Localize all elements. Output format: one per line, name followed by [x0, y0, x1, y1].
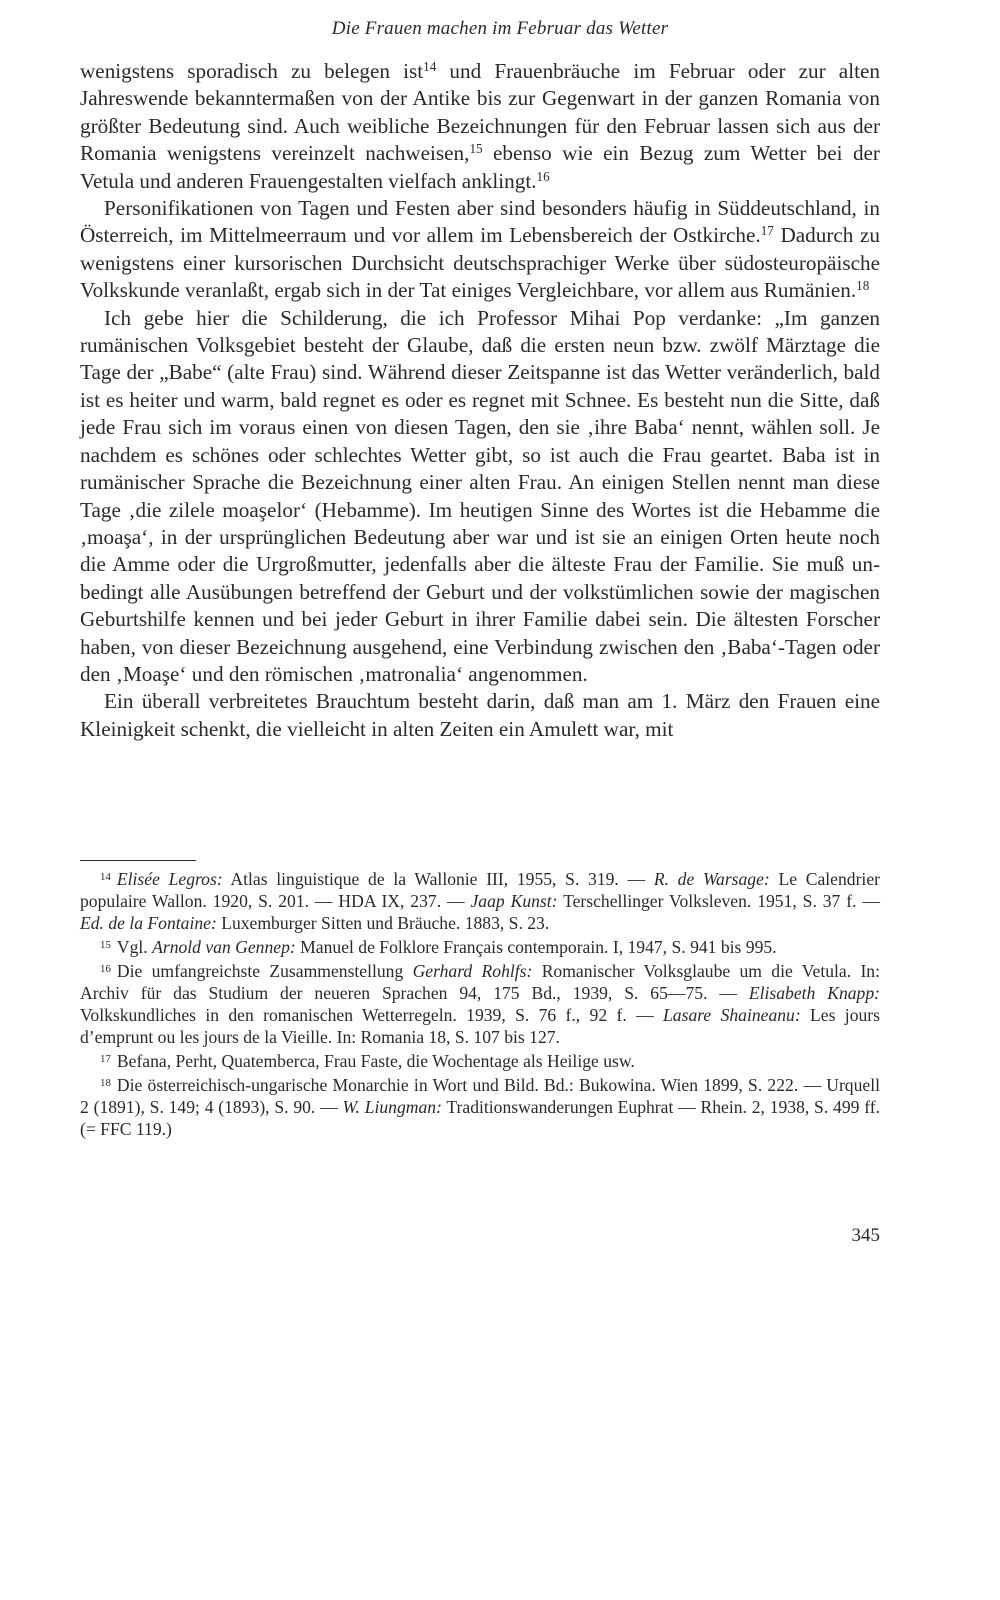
paragraph-4: Ein überall verbreitetes Brauchtum besteht darin, daß man am 1. März den Frauen eine Kleinigkeit schenkt, die vielleicht in alten Zeiten ein Amulett war, mit [80, 689, 880, 741]
footnote-text: Volkskundliches in den romanischen Wetterregeln. 1939, S. 76 f., 92 f. — [80, 1005, 664, 1025]
footnote-text: Les jours d’emprunt ou les jours de la Vieille. In: Romania 18, S. 107 bis 127. [80, 1005, 880, 1047]
footnote-17 [80, 1050, 880, 1072]
main-text [80, 58, 880, 743]
footnote-ref-16: 16 [536, 168, 550, 184]
footnote-ref-15: 15 [469, 141, 483, 156]
footnote-number: 15 [100, 939, 111, 952]
footnote-author: Lasare Shaineanu: [663, 1005, 801, 1025]
footnote-author: Arnold van Gennep: [152, 937, 296, 957]
footnote-author: Gerhard Rohlfs: [412, 961, 533, 981]
footnote-text: Vgl. [116, 937, 153, 957]
footnote-text: Traditionswanderungen Euphrat — Rhein. 2, 1938, S. 499 ff. (= FFC 119.) [80, 1097, 880, 1139]
footnote-number: 16 [100, 963, 111, 976]
footnote-text: Terschellinger Volksleven. 1951, S. 37 f. — [557, 891, 880, 911]
footnote-text: Befana, Perht, Quatemberca, Frau Faste, die Wochentage als Heilige usw. [116, 1051, 635, 1071]
footnote-text: Romanischer Volksglaube um die Vetula. In: Archiv für das Studium der neueren Sprachen 94, 175 Bd., 1939, S. 65—75. — [80, 961, 880, 1003]
footnote-number: 17 [100, 1053, 111, 1066]
paragraph-1-text-c: ebenso wie ein Bezug zum Wetter bei der Vetula und anderen Frauengestalten vielfach anklingt. [80, 141, 880, 193]
footnote-divider [80, 860, 196, 861]
footnote-text: Le Calendrier populaire Wallon. 1920, S. 201. — HDA IX, 237. — [80, 869, 880, 911]
paragraph-2-text-b: Dadurch zu wenigstens einer kursorischen Durchsicht deutschsprachiger Werke über südosteuropäische Volkskunde veranlaßt, ergab sich in der Tat einiges Vergleichbare, vor allem aus Rumänien. [80, 223, 880, 303]
footnote-text: Luxemburger Sitten und Bräuche. 1883, S. 23. [216, 913, 550, 933]
footnote-text: Die umfangreichste Zusammenstellung [116, 961, 413, 981]
footnote-text: Die österreichisch-ungarische Monarchie in Wort und Bild. Bd.: Bukowina. Wien 1899, S. 222. — Urquell 2 (1891), S. 149; 4 (1893), S. 90. — [80, 1075, 880, 1117]
paragraph-2-text-a: Personifikationen von Tagen und Festen aber sind besonders häufig in Süddeutschland, in Österreich, im Mittelmeerraum und vor allem im Lebensbereich der Ostkirche. [80, 196, 880, 248]
footnote-ref-18: 18 [856, 278, 870, 294]
footnote-author: Elisée Legros: [116, 869, 223, 889]
footnote-ref-17: 17 [760, 223, 774, 239]
paragraph-3: Ich gebe hier die Schilderung, die ich Professor Mihai Pop verdanke: „Im ganzen rumänischen Volksgebiet besteht der Glaube, daß die ersten neun bzw. zwölf Märztage die Tage der „Babe“ (alte Frau) sind. Während dieser Zeitspanne ist das Wetter veränderlich, bald ist es heiter und warm, bald regnet es oder es regnet mit Schnee. Es besteht nun die Sitte, daß jede Frau sich im voraus einen von diesen Tagen, den sie ‚ihre Baba‘ nennt, wählen soll. Je nachdem es schönes oder schlechtes Wetter gibt, so ist auch die Frau geartet. Baba ist in rumänischer Sprache die Bezeichnung einer alten Frau. An einigen Stellen nennt man diese Tage ‚die zilele moaşelor‘ (Hebamme). Im heutigen Sinne des Wortes ist die Hebamme die ‚moaşa‘, in der ursprünglichen Bedeutung aber war und ist sie an einigen Orten heute noch die Amme oder die Urgroßmutter, jedenfalls aber die älteste Frau der Familie. Sie muß unbedingt alle Ausübungen betreffend der Geburt und der volkstümlichen sowie der magischen Geburtshilfe kennen und bei jeder Geburt in ihrer Familie dabei sein. Die ältesten Forscher haben, von dieser Bezeichnung ausgehend, eine Verbindung zwischen den ‚Baba‘-Tagen oder den ‚Moaşe‘ und den römischen ‚matronalia‘ angenommen. [80, 305, 880, 686]
footnote-author: R. de Warsage: [653, 869, 770, 889]
footnotes [80, 868, 880, 1142]
footnote-16 [80, 960, 880, 1048]
footnote-number: 14 [100, 871, 111, 884]
footnote-author: Elisabeth Knapp: [748, 983, 880, 1003]
page-number: 345 [851, 1225, 880, 1246]
footnote-author: Jaap Kunst: [470, 891, 558, 911]
footnote-author: W. Liungman: [342, 1097, 442, 1117]
paragraph-2 [80, 195, 880, 305]
paragraph-1-text-a: wenigstens sporadisch zu belegen ist [80, 59, 424, 83]
footnote-text: Manuel de Folklore Français contemporain. I, 1947, S. 941 bis 995. [295, 937, 777, 957]
footnote-14 [80, 868, 880, 934]
footnote-18 [80, 1074, 880, 1140]
footnote-author: Ed. de la Fontaine: [80, 913, 217, 933]
footnote-ref-14: 14 [423, 58, 437, 74]
paragraph-1-text-b: und Frauenbräuche im Februar oder zur alten Jahreswende bekanntermaßen von der Antike bis zur Gegenwart in der ganzen Romania von größter Bedeutung sind. Auch weibliche Bezeichnungen für den Februar lassen sich aus der Romania wenigstens vereinzelt nachweisen, [80, 59, 880, 166]
paragraph-1 [80, 58, 880, 195]
running-title: Die Frauen machen im Februar das Wetter [331, 18, 669, 39]
footnote-15 [80, 936, 880, 958]
footnote-text: Atlas linguistique de la Wallonie III, 1955, S. 319. — [222, 869, 654, 889]
footnote-number: 18 [100, 1077, 111, 1090]
